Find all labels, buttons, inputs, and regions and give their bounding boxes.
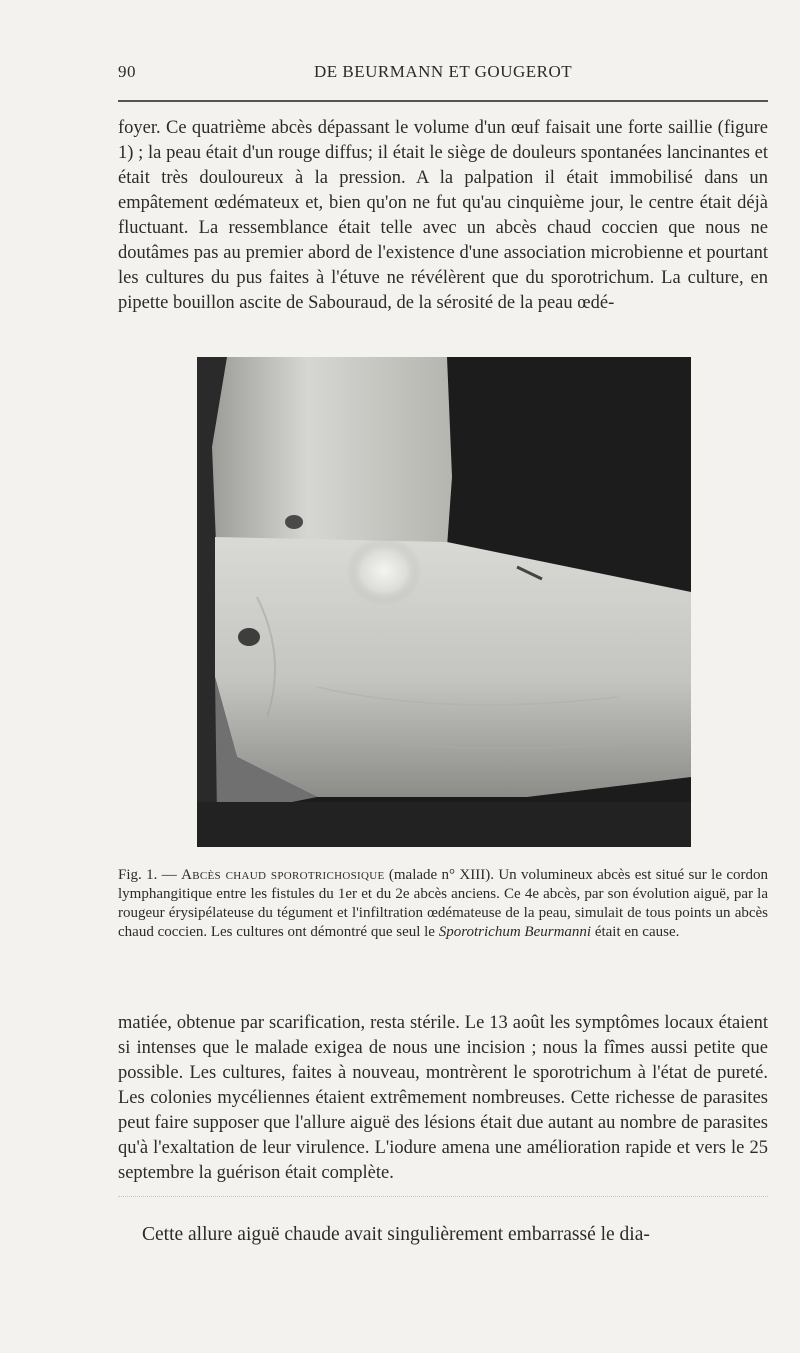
elbow-photograph (197, 357, 691, 847)
header-rule (118, 100, 768, 102)
paragraph-2: matiée, obtenue par scarification, resta stérile. Le 13 août les symptômes locaux étaient si intenses que le malade exigea de nous une incision ; nous la fîmes aussi petite que possible. Les cultures, faites à nouveau, montrèrent le sporotrichum à l'état de pureté. Les colonies mycéliennes étaient extrêmement nombreuses. Cette richesse de parasites peut faire supposer que l'allure aiguë des lésions était due autant au nombre de parasites qu'à l'exaltation de leur virulence. L'iodure amena une amélioration rapide et vers le 25 septembre la guérison était complète. (118, 1013, 768, 1183)
separator-dots (118, 1196, 768, 1199)
caption-title: Abcès chaud sporotrichosique (181, 867, 385, 883)
paragraph-1: foyer. Ce quatrième abcès dépassant le volume d'un œuf faisait une forte saillie (figure 1) ; la peau était d'un rouge diffus; il était le siège de douleurs spontanées lancinantes et était très douloureux à la pression. A la palpation il était immobilisé dans un empâtement œdémateux et, bien qu'on ne fut qu'au cinquième jour, le centre était déjà fluctuant. La ressemblance était telle avec un abcès chaud coccien que nous ne doutâmes pas au premier abord de l'existence d'une association microbienne et pourtant les cultures du pus faites à l'étuve ne révélèrent que du sporotrichum. La culture, en pipette bouillon ascite de Sabouraud, de la sérosité de la peau œdé- (118, 118, 768, 313)
page-header (118, 62, 768, 88)
running-title: DE BEURMANN ET GOUGEROT (314, 62, 573, 81)
paragraph-3: Cette allure aiguë chaude avait singulièrement embarrassé le dia- (142, 1224, 650, 1245)
figure-photograph (197, 357, 691, 847)
caption-text-2: était en cause. (594, 924, 680, 940)
figure-caption (118, 866, 768, 942)
page-number: 90 (118, 62, 136, 81)
caption-label: Fig. 1. — (118, 867, 177, 883)
caption-species: Sporotrichum Beurmanni (438, 924, 592, 940)
caption-text-1: (malade n° XIII). Un volumineux abcès est situé sur le cordon lymphangitique entre les fistules du 1er et du 2e abcès anciens. Ce 4e abcès, par son évolution aiguë, par la rougeur érysipélateuse du tégument et l'infiltration œdémateuse de la peau, simulait de tous points un abcès chaud coccien. Les cultures ont démontré que seul le (118, 867, 769, 940)
